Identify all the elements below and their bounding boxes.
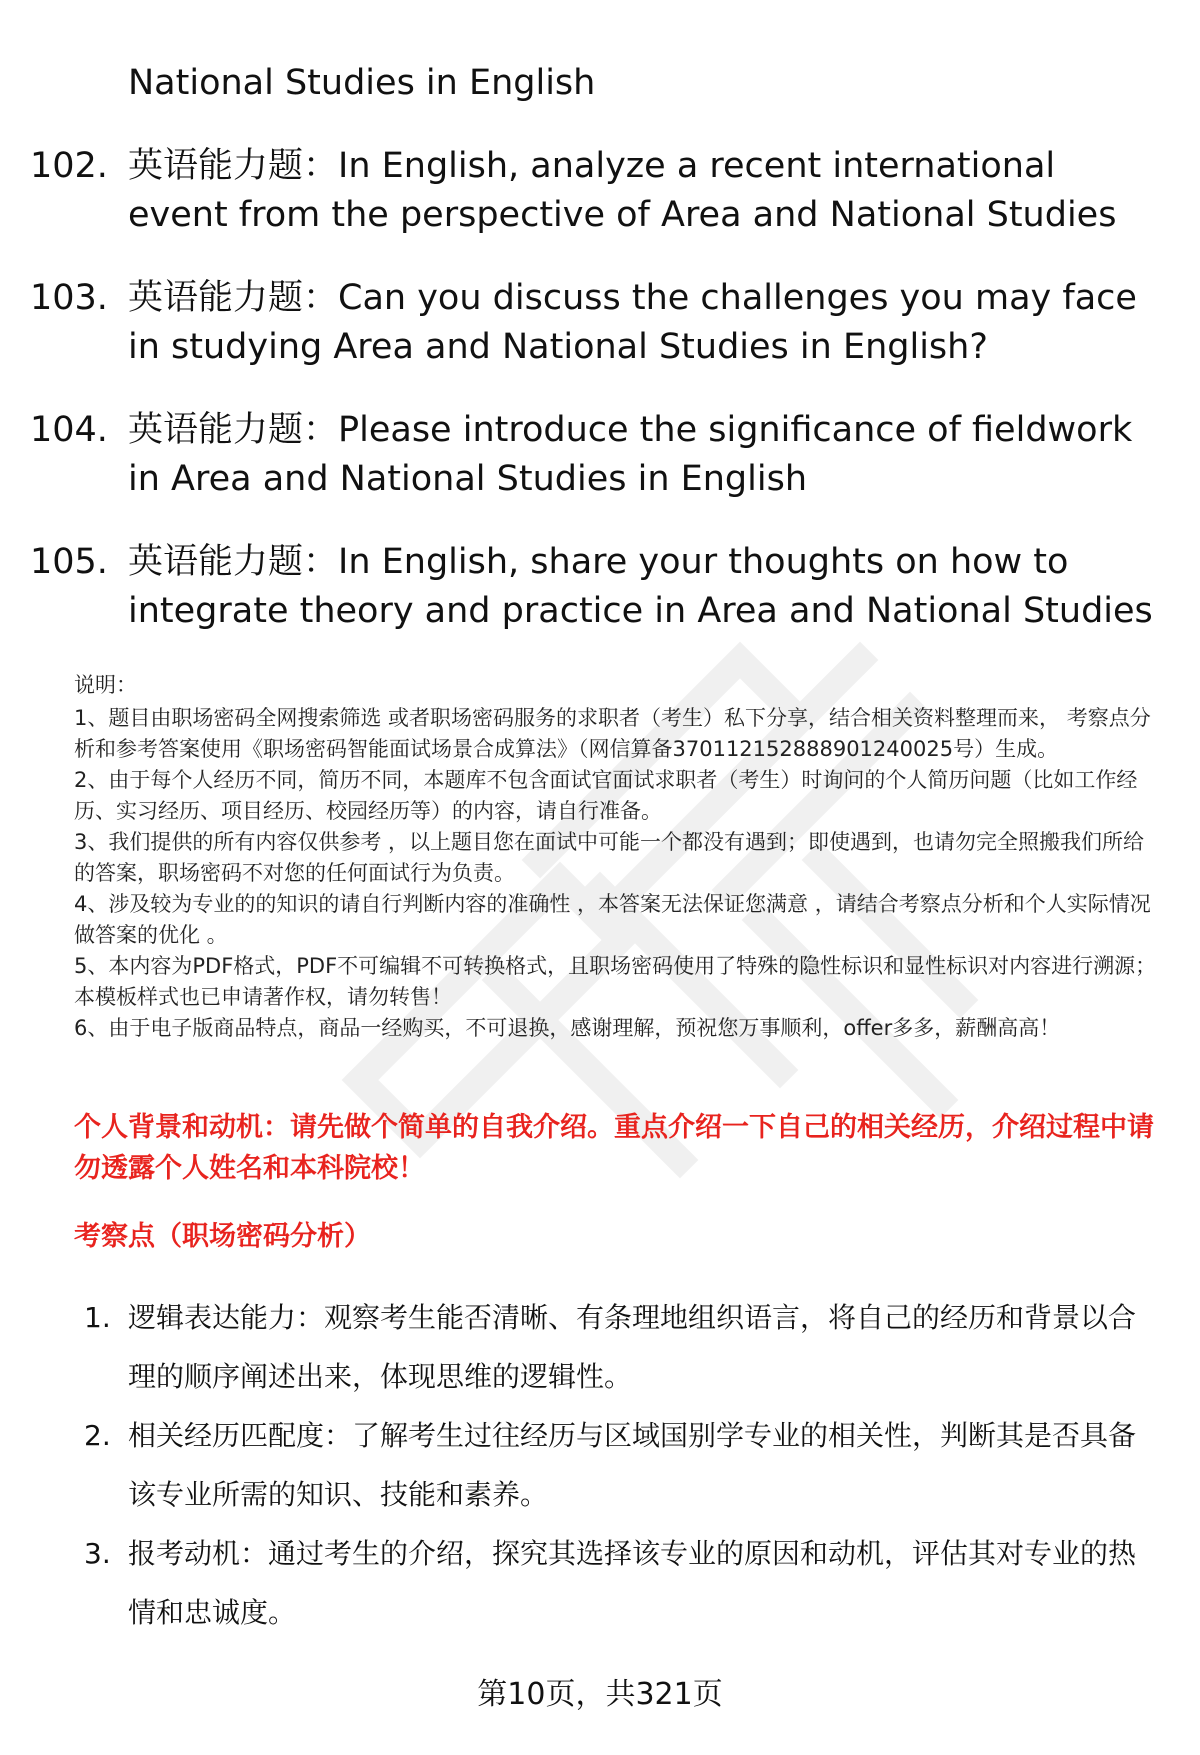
analysis-point [80,1288,1150,1406]
question-number: 105. [30,542,108,582]
question-text: Can you discuss the challenges you may face in studying Area and National Studies in English? [128,278,1137,367]
note-item: 2、由于每个人经历不同，简历不同，本题库不包含面试官面试求职者（考生）时询问的个人简历问题（比如工作经历、实习经历、项目经历、校园经历等）的内容，请自行准备。 [74,768,1138,823]
question-label: 英语能力题： [128,410,339,450]
analysis-point-list [80,1288,1150,1642]
question-label: 英语能力题： [128,278,339,318]
question-label: 英语能力题： [128,146,339,186]
question-text: In English, share your thoughts on how to integrate theory and practice in Area and National Studies [128,542,1153,631]
point-number: 3. [84,1537,111,1570]
question-text: In English, analyze a recent international event from the perspective of Area and National Studies [128,146,1117,235]
question-item [30,274,1160,372]
question-number: 102. [30,146,108,186]
question-item [30,406,1160,504]
note-item: 4、涉及较为专业的的知识的请自行判断内容的准确性 ，本答案无法保证您满意 ，请结合考察点分析和个人实际情况做答案的优化 。 [74,892,1151,947]
analysis-point [80,1524,1150,1642]
point-text: 通过考生的介绍，探究其选择该专业的原因和动机，评估其对专业的热情和忠诚度。 [128,1537,1137,1629]
note-item: 1、题目由职场密码全网搜索筛选 或者职场密码服务的求职者（考生）私下分享，结合相关资料整理而来， 考察点分析和参考答案使用《职场密码智能面试场景合成算法》（网信算备370112152888901240025号）生成。 [74,706,1151,761]
question-number: 103. [30,278,108,318]
note-item: 5、本内容为PDF格式，PDF不可编辑不可转换格式，且职场密码使用了特殊的隐性标识和显性标识对内容进行溯源；本模板样式也已申请著作权，请勿转售！ [74,954,1157,1009]
notes-title: 说明： [74,673,137,697]
point-text: 了解考生过往经历与区域国别学专业的相关性，判断其是否具备该专业所需的知识、技能和素养。 [128,1419,1137,1511]
question-continuation: National Studies in English [128,63,596,103]
notes-section [74,670,1160,1044]
question-label: 英语能力题： [128,542,339,582]
page-footer: 第10页，共321页 [477,1677,723,1712]
question-item [30,142,1160,240]
note-item: 3、我们提供的所有内容仅供参考 ，以上题目您在面试中可能一个都没有遇到；即使遇到，也请勿完全照搬我们所给的答案，职场密码不对您的任何面试行为负责。 [74,830,1145,885]
point-text: 观察考生能否清晰、有条理地组织语言，将自己的经历和背景以合理的顺序阐述出来，体现思维的逻辑性。 [128,1301,1137,1393]
point-number: 1. [84,1301,111,1334]
point-number: 2. [84,1419,111,1452]
background-question: 个人背景和动机：请先做个简单的自我介绍。重点介绍一下自己的相关经历，介绍过程中请勿透露个人姓名和本科院校！ [74,1112,1154,1184]
point-label: 相关经历匹配度： [128,1419,353,1452]
point-label: 报考动机： [128,1537,269,1570]
analysis-heading: 考察点（职场密码分析） [74,1221,371,1252]
question-list [30,142,1160,670]
question-number: 104. [30,410,108,450]
question-item [30,538,1160,636]
note-item: 6、由于电子版商品特点，商品一经购买，不可退换，感谢理解，预祝您万事顺利，offer多多，薪酬高高！ [74,1016,1061,1040]
question-text: Please introduce the significance of fieldwork in Area and National Studies in English [128,410,1133,499]
analysis-point [80,1406,1150,1524]
point-label: 逻辑表达能力： [128,1301,325,1334]
